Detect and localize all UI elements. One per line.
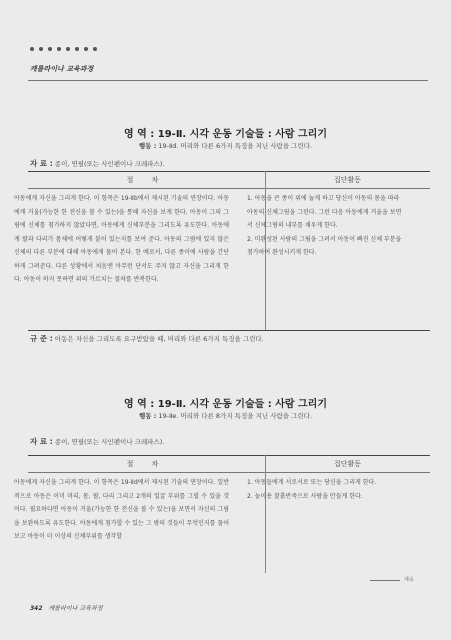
column-header-procedure: 절 차 xyxy=(126,176,167,184)
group-activity-item: 2. 놀이용 찰흙반죽으로 사람을 만들게 한다. xyxy=(247,492,363,500)
section-1-behavior xyxy=(0,141,451,150)
decorative-dots xyxy=(30,47,97,51)
column-header-procedure: 절 차 xyxy=(126,460,167,468)
column-header-group: 집단활동 xyxy=(333,176,362,184)
group-activity-item: 1. 아동을 큰 종이 위에 눕게 하고 당신이 아동의 몸을 따라 아동의 신체그림을 그린다. 그런 다음 아동에게 거울을 보면서 신체그림의 내부를 채우게 한다. xyxy=(247,195,402,229)
section-2-material xyxy=(30,436,164,447)
column-header-group: 집단활동 xyxy=(333,460,362,468)
behavior-label: 행동 : xyxy=(138,142,157,150)
group-activity-item: 1. 아동들에게 서로서로 또는 당신을 그리게 한다. xyxy=(247,479,377,486)
material-label: 자 료 : xyxy=(30,437,53,446)
page-number: 342 xyxy=(30,605,43,612)
footer-title: 캐롤라이나 교육과정 xyxy=(48,605,103,612)
header-divider xyxy=(28,80,428,81)
behavior-text: 19-Ⅱd. 머리와 다른 6가지 특징을 지닌 사람을 그린다. xyxy=(158,142,313,150)
continued-marker: 계속 xyxy=(404,577,414,583)
section-1-material xyxy=(30,158,164,169)
criterion-text: 아동은 자신을 그리도록 요구받았을 때, 머리와 다른 6가지 특징을 그린다. xyxy=(54,335,264,343)
section-1-group-activities xyxy=(247,192,402,260)
section-1-criterion xyxy=(30,333,264,344)
section-1-procedure: 아동에게 자신을 그리게 한다. 이 항목은 19-Ⅱb에서 제시된 기술의 연장이다. 아동에게 거울(가능한 한 전신을 볼 수 있는)을 통해 자신을 보게 한다. 아동이 그의 그림에 신체를 첨가하지 않았다면, 아동에게 신체부분을 그리도록 유도한다. 아동에게 팔과 다리가 몸체에 어떻게 붙어 있는지를 보여 준다. 아동의 그림에 있지 않은 신체의 다른 부분에 대해 아동에게 물어 본다. 한 예로서, 다른 종이에 사람을 간단하게 그려준다. 다른 상황에서 처음엔 아무런 단서도 주지 않고 자신을 그리게 한다. 아동이 하지 못하면 위의 가르치는 절차를 반복한다. xyxy=(14,195,229,283)
material-label: 자 료 : xyxy=(30,159,53,168)
material-text: 종이, 연필(또는 사인펜이나 크레파스). xyxy=(54,438,165,446)
behavior-label: 행동 : xyxy=(138,412,157,420)
criterion-label: 규 준 : xyxy=(30,334,53,343)
section-1-title: 영 역 : 19-Ⅱ. 시각 운동 기술들 : 사람 그리기 xyxy=(123,129,328,140)
group-activity-item: 2. 미완성된 사람의 그림을 그려서 아동이 빠진 신체 부분을 첨가하여 완성시키게 한다. xyxy=(247,235,402,256)
section-2-procedure: 아동에게 자신을 그리게 한다. 이 항목은 19-Ⅱd에서 제시된 기술의 연장이다. 일반적으로 아동은 이미 머리, 몸, 팔, 다리 그리고 2개의 얼굴 부위를 그릴 수 있을 것이다. 필요하다면 아동이 거울(가능한 한 전신을 볼 수 있는)을 보면서 자신의 그림을 보완하도록 유도한다. 아동에게 첨가할 수 있는 그 밖의 것들이 무엇인지를 물어 보고 아동이 더 이상의 신체부위를 생각할 xyxy=(14,479,229,540)
continued-divider xyxy=(370,580,400,581)
material-text: 종이, 연필(또는 사인펜이나 크레파스). xyxy=(54,160,165,168)
section-2-group-activities xyxy=(247,476,402,503)
section-2-title: 영 역 : 19-Ⅱ. 시각 운동 기술들 : 사람 그리기 xyxy=(123,399,328,410)
running-header: 캐롤라이나 교육과정 xyxy=(30,65,94,73)
behavior-text: 19-Ⅱe. 머리와 다른 8가지 특징을 지닌 사람을 그린다. xyxy=(158,412,313,420)
page-footer xyxy=(30,603,103,612)
section-2-behavior xyxy=(0,411,451,420)
